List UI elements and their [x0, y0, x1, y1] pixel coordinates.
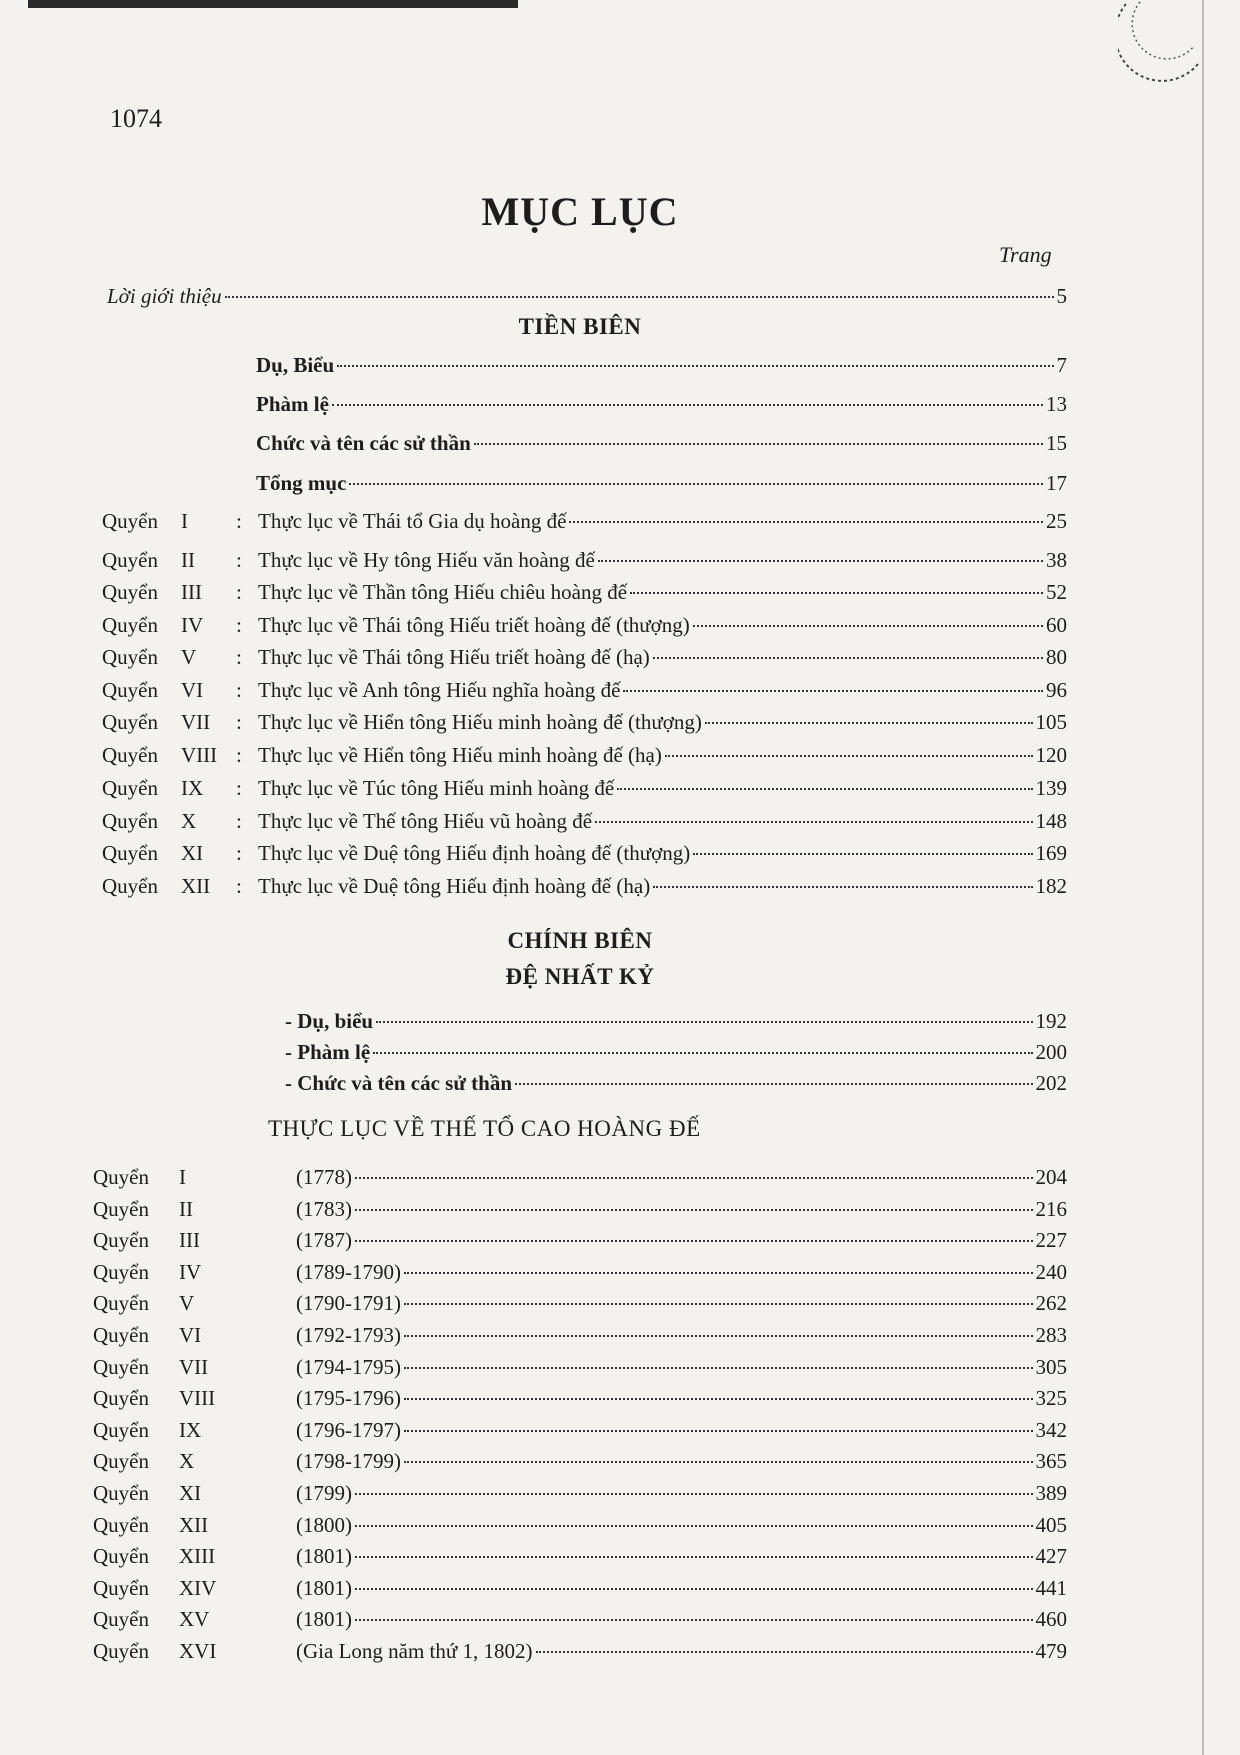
- volume-number: III: [181, 580, 202, 604]
- toc-entry-volume[interactable]: [93, 1446, 1067, 1476]
- volume-number: IX: [181, 776, 204, 800]
- toc-entry-title: - Dụ, biểu: [285, 1009, 374, 1033]
- volume-number: XIV: [179, 1575, 217, 1600]
- toc-entry-page: 342: [1035, 1417, 1067, 1442]
- toc-entry-page: 96: [1046, 678, 1067, 702]
- dot-leader: [404, 1303, 1033, 1305]
- toc-entry-page: 441: [1035, 1575, 1067, 1600]
- volume-label: Quyển: [93, 1607, 149, 1632]
- volume-number: VIII: [179, 1386, 216, 1411]
- toc-entry-page: 169: [1035, 841, 1067, 865]
- dot-leader: [332, 404, 1043, 406]
- colon-separator: :: [236, 809, 242, 833]
- toc-entry-page: 202: [1035, 1071, 1067, 1095]
- toc-entry-title: - Chức và tên các sử thần: [285, 1071, 513, 1095]
- toc-entry-page: 405: [1035, 1512, 1067, 1537]
- page-column-label: Trang: [999, 242, 1052, 267]
- toc-entry-title: Lời giới thiệu: [107, 284, 222, 308]
- toc-entry-page: 38: [1046, 548, 1067, 572]
- toc-entry-title: Thực lục về Duệ tông Hiếu định hoàng đế (thượng): [258, 841, 691, 865]
- volume-label: Quyển: [102, 776, 158, 800]
- toc-entry-page: 148: [1035, 809, 1067, 833]
- toc-entry-title: (1794-1795): [296, 1354, 401, 1379]
- toc-entry-title: Chức và tên các sử thần: [256, 431, 471, 455]
- toc-entry-title: (1787): [296, 1228, 352, 1253]
- dot-leader: [515, 1083, 1032, 1085]
- volume-label: Quyển: [102, 809, 158, 833]
- toc-entry-title: Thực lục về Túc tông Hiếu minh hoàng đế: [258, 776, 615, 800]
- toc-entry-volume[interactable]: [93, 1225, 1067, 1255]
- toc-entry-intro[interactable]: [107, 281, 1067, 311]
- toc-entry-volume[interactable]: [93, 1415, 1067, 1445]
- section-heading-chinh-bien: CHÍNH BIÊN: [507, 928, 653, 953]
- toc-entry-volume[interactable]: [102, 545, 1067, 575]
- toc-entry-front[interactable]: [285, 1068, 1067, 1098]
- toc-entry-volume[interactable]: [102, 806, 1067, 836]
- volume-label: Quyển: [102, 678, 158, 702]
- toc-entry-title: Thực lục về Duệ tông Hiếu định hoàng đế (hạ): [258, 874, 651, 898]
- page-title: MỤC LỤC: [481, 189, 679, 234]
- volume-label: Quyển: [102, 874, 158, 898]
- toc-entry-title: Thực lục về Thái tổ Gia dụ hoàng đế: [258, 509, 567, 533]
- toc-entry-title: (1800): [296, 1512, 352, 1537]
- top-edge-bar: [28, 0, 518, 8]
- dot-leader: [337, 365, 1053, 367]
- toc-entry-volume[interactable]: [102, 707, 1067, 737]
- dot-leader: [373, 1052, 1032, 1054]
- toc-entry-title: (1792-1793): [296, 1323, 401, 1347]
- volume-label: Quyển: [93, 1259, 149, 1284]
- toc-entry-page: 389: [1035, 1481, 1067, 1505]
- toc-entry-front[interactable]: [256, 428, 1067, 458]
- toc-entry-title: (Gia Long năm thứ 1, 1802): [296, 1639, 533, 1663]
- volume-number: I: [179, 1165, 186, 1189]
- dot-leader: [404, 1335, 1033, 1337]
- toc-entry-title: Thực lục về Hiển tông Hiếu minh hoàng đế (hạ): [258, 743, 662, 767]
- dot-leader: [623, 690, 1043, 692]
- toc-entry-page: 365: [1035, 1449, 1067, 1474]
- toc-entry-volume[interactable]: [102, 506, 1067, 536]
- toc-entry-title: Thực lục về Hy tông Hiếu văn hoàng đế: [258, 548, 595, 572]
- volume-label: Quyển: [93, 1291, 149, 1316]
- colon-separator: :: [236, 874, 242, 898]
- volume-label: Quyển: [93, 1449, 149, 1474]
- toc-entry-page: 52: [1046, 580, 1067, 604]
- toc-entry-title: Thực lục về Anh tông Hiếu nghĩa hoàng đế: [258, 678, 621, 702]
- volume-number: III: [179, 1228, 200, 1253]
- volume-number: X: [179, 1449, 195, 1474]
- toc-entry-volume[interactable]: [102, 642, 1067, 672]
- dot-leader: [569, 521, 1043, 523]
- dot-leader: [665, 755, 1033, 757]
- volume-number: XI: [181, 841, 204, 865]
- volume-number: X: [181, 809, 197, 833]
- volume-label: Quyển: [93, 1196, 149, 1221]
- toc-entry-title: Phàm lệ: [256, 392, 329, 416]
- dot-leader: [404, 1367, 1033, 1369]
- toc-entry-page: 120: [1035, 743, 1067, 767]
- volume-label: Quyển: [93, 1354, 149, 1379]
- dot-leader: [653, 657, 1043, 659]
- toc-entry-front[interactable]: [256, 389, 1067, 419]
- colon-separator: :: [236, 645, 242, 669]
- toc-entry-title: (1801): [296, 1544, 352, 1569]
- toc-entry-volume[interactable]: [93, 1194, 1067, 1224]
- volume-label: Quyển: [93, 1323, 149, 1347]
- dot-leader: [630, 592, 1043, 594]
- volume-number: XVI: [179, 1639, 217, 1663]
- dot-leader: [355, 1588, 1033, 1590]
- volume-number: IX: [179, 1417, 202, 1442]
- volume-number: IV: [181, 613, 204, 637]
- toc-entry-title: Tổng mục: [256, 471, 347, 495]
- toc-entry-page: 460: [1035, 1607, 1067, 1632]
- toc-entry-volume[interactable]: [93, 1320, 1067, 1350]
- volume-number: V: [181, 645, 197, 669]
- toc-entry-title: Thực lục về Thế tông Hiếu vũ hoàng đế: [258, 809, 593, 833]
- volume-number: VII: [179, 1354, 209, 1379]
- toc-entry-page: 427: [1035, 1544, 1067, 1569]
- dot-leader: [404, 1398, 1033, 1400]
- toc-entry-title: Thực lục về Thái tông Hiếu triết hoàng đế (thượng): [258, 613, 690, 637]
- volume-label: Quyển: [102, 613, 158, 637]
- volume-number: XIII: [179, 1544, 216, 1569]
- volume-label: Quyển: [93, 1544, 149, 1569]
- toc-entry-page: 479: [1035, 1639, 1067, 1663]
- colon-separator: :: [236, 509, 242, 533]
- dot-leader: [404, 1272, 1033, 1274]
- toc-entry-page: 283: [1035, 1323, 1067, 1347]
- dot-leader: [376, 1021, 1032, 1023]
- toc-entry-page: 240: [1035, 1259, 1067, 1284]
- dot-leader: [355, 1209, 1033, 1211]
- library-stamp-mark: [1118, 0, 1213, 89]
- toc-entry-page: 182: [1035, 874, 1067, 898]
- dot-leader: [355, 1556, 1033, 1558]
- toc-entry-volume[interactable]: [93, 1510, 1067, 1540]
- page-edge-line: [1202, 0, 1204, 1755]
- volume-number: I: [181, 509, 188, 533]
- toc-entry-title: (1796-1797): [296, 1417, 401, 1442]
- section-heading-tien-bien: TIỀN BIÊN: [518, 314, 642, 339]
- dot-leader: [355, 1619, 1033, 1621]
- toc-entry-volume[interactable]: [102, 871, 1067, 901]
- volume-number: VI: [179, 1323, 202, 1347]
- toc-entry-volume[interactable]: [102, 577, 1067, 607]
- dot-leader: [693, 853, 1032, 855]
- volume-label: Quyển: [93, 1481, 149, 1505]
- dot-leader: [617, 788, 1032, 790]
- toc-entry-title: (1783): [296, 1196, 352, 1221]
- subsection-heading-de-nhat-ky: ĐỆ NHẤT KỶ: [505, 964, 655, 989]
- volume-number: VI: [181, 678, 204, 702]
- toc-entry-page: 15: [1046, 431, 1067, 455]
- colon-separator: :: [236, 841, 242, 865]
- colon-separator: :: [236, 548, 242, 572]
- toc-entry-page: 305: [1035, 1354, 1067, 1379]
- toc-entry-front[interactable]: [285, 1006, 1067, 1036]
- colon-separator: :: [236, 776, 242, 800]
- volume-number: VIII: [181, 743, 218, 767]
- dot-leader: [404, 1430, 1033, 1432]
- toc-entry-page: 17: [1046, 471, 1067, 495]
- volume-number: II: [179, 1196, 193, 1221]
- toc-entry-front[interactable]: [256, 350, 1067, 380]
- toc-entry-title: (1799): [296, 1481, 352, 1505]
- page-number: 1074: [110, 104, 162, 133]
- toc-entry-title: Thực lục về Hiển tông Hiếu minh hoàng đế (thượng): [258, 710, 702, 734]
- volume-label: Quyển: [93, 1165, 149, 1189]
- volume-label: Quyển: [93, 1512, 149, 1537]
- toc-entry-page: 5: [1056, 284, 1067, 308]
- volume-number: V: [179, 1291, 195, 1316]
- volume-number: II: [181, 548, 195, 572]
- volume-number: VII: [181, 710, 211, 734]
- toc-entry-page: 13: [1046, 392, 1067, 416]
- colon-separator: :: [236, 710, 242, 734]
- volume-number: XII: [179, 1512, 209, 1537]
- volume-label: Quyển: [93, 1417, 149, 1442]
- dot-leader: [355, 1240, 1033, 1242]
- volume-number: XV: [179, 1607, 210, 1632]
- dot-leader: [349, 483, 1043, 485]
- volume-number: IV: [179, 1259, 202, 1284]
- volume-label: Quyển: [93, 1639, 149, 1663]
- volume-label: Quyển: [102, 743, 158, 767]
- toc-entry-volume[interactable]: [93, 1352, 1067, 1382]
- volume-number: XI: [179, 1481, 202, 1505]
- toc-entry-volume[interactable]: [93, 1604, 1067, 1634]
- dot-leader: [536, 1651, 1033, 1653]
- toc-entry-title: (1801): [296, 1607, 352, 1632]
- toc-entry-page: 7: [1056, 353, 1067, 377]
- toc-entry-page: 204: [1035, 1165, 1067, 1189]
- toc-entry-volume[interactable]: [93, 1478, 1067, 1508]
- toc-entry-volume[interactable]: [93, 1573, 1067, 1603]
- toc-entry-volume[interactable]: [93, 1383, 1067, 1413]
- toc-entry-title: Dụ, Biểu: [256, 353, 335, 377]
- toc-entry-volume[interactable]: [102, 773, 1067, 803]
- toc-entry-volume[interactable]: [93, 1541, 1067, 1571]
- toc-entry-page: 227: [1035, 1228, 1067, 1253]
- dot-leader: [693, 625, 1043, 627]
- volume-label: Quyển: [93, 1386, 149, 1411]
- colon-separator: :: [236, 678, 242, 702]
- volume-label: Quyển: [102, 841, 158, 865]
- colon-separator: :: [236, 743, 242, 767]
- toc-entry-title: (1801): [296, 1575, 352, 1600]
- volume-label: Quyển: [93, 1575, 149, 1600]
- volume-label: Quyển: [102, 645, 158, 669]
- volume-label: Quyển: [93, 1228, 149, 1253]
- volume-label: Quyển: [102, 580, 158, 604]
- dot-leader: [705, 722, 1033, 724]
- dot-leader: [225, 296, 1054, 298]
- dot-leader: [653, 886, 1032, 888]
- toc-entry-page: 325: [1035, 1386, 1067, 1411]
- toc-entry-page: 25: [1046, 509, 1067, 533]
- section-heading-the-to: THỰC LỤC VỀ THẾ TỔ CAO HOÀNG ĐẾ: [268, 1116, 701, 1141]
- toc-entry-page: 262: [1035, 1291, 1067, 1316]
- volume-label: Quyển: [102, 509, 158, 533]
- toc-entry-page: 60: [1046, 613, 1067, 637]
- dot-leader: [355, 1493, 1033, 1495]
- toc-entry-volume[interactable]: [93, 1636, 1067, 1666]
- toc-entry-volume[interactable]: [93, 1162, 1067, 1192]
- volume-label: Quyển: [102, 548, 158, 572]
- volume-number: XII: [181, 874, 211, 898]
- toc-entry-volume[interactable]: [93, 1257, 1067, 1287]
- toc-entry-volume[interactable]: [102, 610, 1067, 640]
- toc-entry-page: 216: [1035, 1196, 1067, 1221]
- colon-separator: :: [236, 613, 242, 637]
- toc-entry-page: 200: [1035, 1040, 1067, 1064]
- toc-entry-front[interactable]: [285, 1037, 1067, 1067]
- volume-label: Quyển: [102, 710, 158, 734]
- dot-leader: [595, 821, 1032, 823]
- toc-entry-page: 139: [1035, 776, 1067, 800]
- toc-entry-title: (1795-1796): [296, 1386, 401, 1411]
- toc-entry-title: (1778): [296, 1165, 352, 1189]
- toc-entry-volume[interactable]: [93, 1288, 1067, 1318]
- toc-entry-front[interactable]: [256, 468, 1067, 498]
- toc-entry-page: 105: [1035, 710, 1067, 734]
- toc-entry-volume[interactable]: [102, 675, 1067, 705]
- toc-entry-title: - Phàm lệ: [285, 1040, 371, 1064]
- toc-entry-volume[interactable]: [102, 740, 1067, 770]
- toc-entry-volume[interactable]: [102, 838, 1067, 868]
- toc-entry-title: (1790-1791): [296, 1291, 401, 1316]
- toc-entry-title: (1789-1790): [296, 1259, 401, 1284]
- toc-entry-title: (1798-1799): [296, 1449, 401, 1474]
- colon-separator: :: [236, 580, 242, 604]
- dot-leader: [474, 443, 1043, 445]
- dot-leader: [598, 560, 1043, 562]
- toc-entry-page: 192: [1035, 1009, 1067, 1033]
- toc-entry-page: 80: [1046, 645, 1067, 669]
- toc-entry-title: Thực lục về Thái tông Hiếu triết hoàng đế (hạ): [258, 645, 650, 669]
- dot-leader: [404, 1461, 1033, 1463]
- toc-entry-title: Thực lục về Thần tông Hiếu chiêu hoàng đế: [258, 580, 628, 604]
- dot-leader: [355, 1525, 1033, 1527]
- dot-leader: [355, 1177, 1033, 1179]
